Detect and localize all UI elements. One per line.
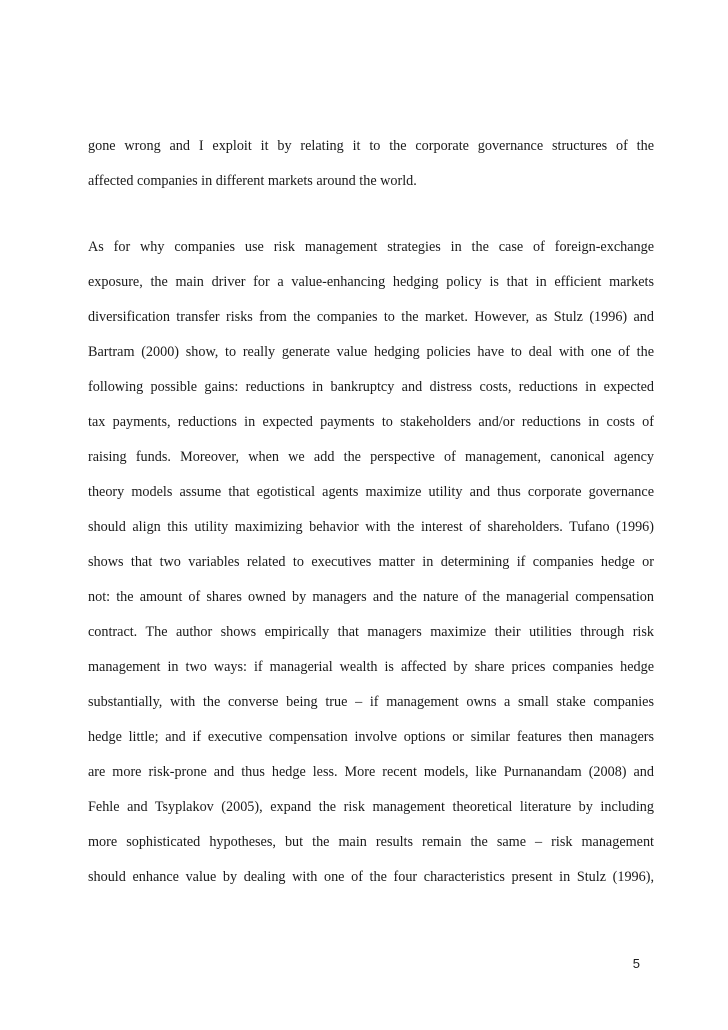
paragraph-line: diversification transfer risks from the companies to the market. However, as Stulz (1996) and: [88, 309, 654, 325]
paragraph-line: Fehle and Tsyplakov (2005), expand the risk management theoretical literature by including: [88, 799, 654, 815]
paragraph-2: [88, 230, 654, 895]
paragraph-line: affected companies in different markets around the world.: [88, 173, 417, 189]
paragraph-line: As for why companies use risk management strategies in the case of foreign-exchange: [88, 239, 654, 255]
paragraph-line: contract. The author shows empirically that managers maximize their utilities through risk: [88, 624, 654, 640]
paragraph-line: are more risk-prone and thus hedge less. More recent models, like Purnanandam (2008) and: [88, 764, 654, 780]
paragraph-line: exposure, the main driver for a value-enhancing hedging policy is that in efficient markets: [88, 274, 654, 290]
paragraph-line: should align this utility maximizing behavior with the interest of shareholders. Tufano (1996): [88, 519, 654, 535]
paragraph-line: Bartram (2000) show, to really generate value hedging policies have to deal with one of the: [88, 344, 654, 360]
paragraph-line: theory models assume that egotistical agents maximize utility and thus corporate governance: [88, 484, 654, 500]
paragraph-line: hedge little; and if executive compensation involve options or similar features then managers: [88, 729, 654, 745]
paragraph-line: raising funds. Moreover, when we add the perspective of management, canonical agency: [88, 449, 654, 465]
paragraph-line: not: the amount of shares owned by managers and the nature of the managerial compensation: [88, 589, 654, 605]
paragraph-line: more sophisticated hypotheses, but the main results remain the same – risk management: [88, 834, 654, 850]
paragraph-line: management in two ways: if managerial wealth is affected by share prices companies hedge: [88, 659, 654, 675]
paragraph-line: should enhance value by dealing with one of the four characteristics present in Stulz (1996),: [88, 869, 654, 885]
paragraph-1: [88, 129, 654, 199]
paragraph-line: shows that two variables related to executives matter in determining if companies hedge or: [88, 554, 654, 570]
paragraph-line: substantially, with the converse being true – if management owns a small stake companies: [88, 694, 654, 710]
paragraph-line: gone wrong and I exploit it by relating it to the corporate governance structures of the: [88, 138, 654, 154]
page-number: 5: [632, 956, 640, 971]
paragraph-line: tax payments, reductions in expected payments to stakeholders and/or reductions in costs of: [88, 414, 654, 430]
paragraph-line: following possible gains: reductions in bankruptcy and distress costs, reductions in expected: [88, 379, 654, 395]
